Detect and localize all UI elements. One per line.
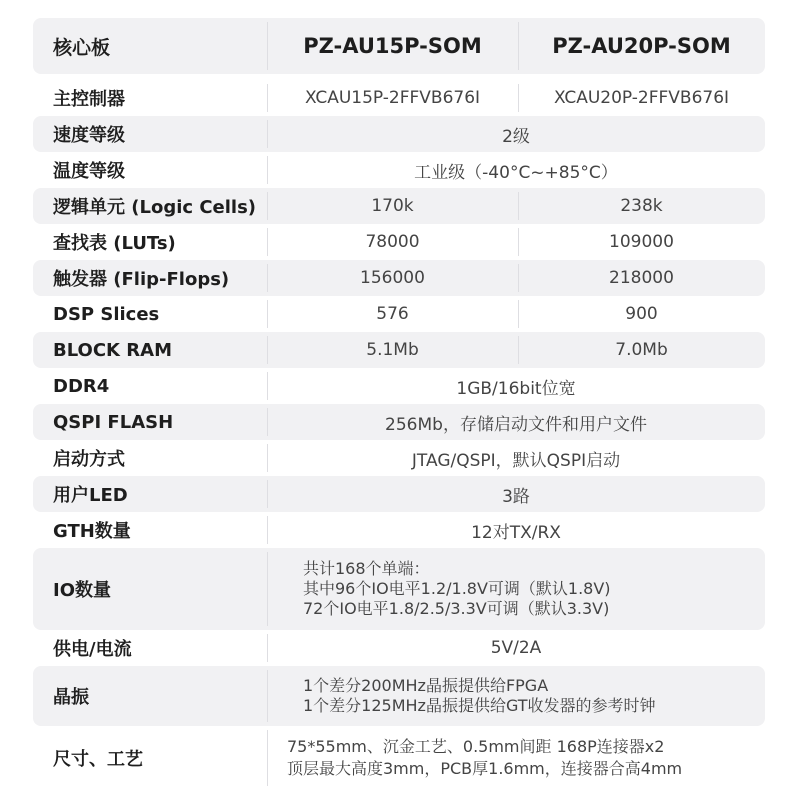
row-label: QSPI FLASH xyxy=(53,411,174,433)
table-row xyxy=(33,666,765,726)
row-value-au15p: 170k xyxy=(371,196,414,216)
row-label: 尺寸、工艺 xyxy=(53,749,143,770)
row-value-au15p: 78000 xyxy=(365,232,420,252)
row-label: DDR4 xyxy=(53,375,110,397)
row-value-au15p: 5.1Mb xyxy=(366,340,419,360)
table-row xyxy=(33,476,765,512)
table-row xyxy=(33,332,765,368)
row-value-au20p: 218000 xyxy=(609,268,674,288)
row-label: DSP Slices xyxy=(53,303,160,325)
row-label: 速度等级 xyxy=(53,125,125,146)
table-row xyxy=(33,152,765,188)
spec-table xyxy=(33,18,765,790)
row-value-au20p: 238k xyxy=(620,196,663,216)
row-value-au15p: 576 xyxy=(376,304,409,324)
table-row xyxy=(33,368,765,404)
table-row xyxy=(33,726,765,790)
row-label: 用户LED xyxy=(53,485,128,506)
row-value-multiline xyxy=(267,548,765,630)
table-row xyxy=(33,512,765,548)
row-value: 3路 xyxy=(502,486,530,507)
row-label: BLOCK RAM xyxy=(53,339,172,361)
table-header-row xyxy=(33,18,765,74)
header-col-au15p: PZ-AU15P-SOM xyxy=(303,34,482,58)
value-line: 1个差分125MHz晶振提供给GT收发器的参考时钟 xyxy=(303,696,656,715)
table-row xyxy=(33,260,765,296)
row-value: 256Mb，存储启动文件和用户文件 xyxy=(385,414,647,435)
header-label: 核心板 xyxy=(53,36,111,59)
row-value: 5V/2A xyxy=(490,638,542,658)
table-row xyxy=(33,630,765,666)
table-row xyxy=(33,116,765,152)
value-line: 共计168个单端： xyxy=(303,559,430,578)
table-row xyxy=(33,440,765,476)
row-value-au20p: XCAU20P-2FFVB676I xyxy=(553,88,730,108)
table-row xyxy=(33,296,765,332)
row-value-au20p: 7.0Mb xyxy=(615,340,668,360)
row-value-au20p: 900 xyxy=(625,304,658,324)
row-value: 2级 xyxy=(502,126,530,147)
row-value-au15p: XCAU15P-2FFVB676I xyxy=(304,88,481,108)
row-value-au20p: 109000 xyxy=(609,232,674,252)
row-value: 1GB/16bit位宽 xyxy=(456,378,576,399)
header-col-au20p: PZ-AU20P-SOM xyxy=(552,34,731,58)
table-row xyxy=(33,80,765,116)
row-value: 12对TX/RX xyxy=(471,522,561,543)
row-label: GTH数量 xyxy=(53,521,131,542)
row-label: 查找表 (LUTs) xyxy=(53,233,176,254)
row-value-multiline xyxy=(267,726,765,790)
row-label: 触发器 (Flip-Flops) xyxy=(53,269,230,290)
value-line: 75*55mm、沉金工艺、0.5mm间距 168P连接器x2 xyxy=(287,737,665,756)
value-line: 其中96个IO电平1.2/1.8V可调（默认1.8V) xyxy=(303,579,611,598)
row-label: 逻辑单元 (Logic Cells) xyxy=(53,197,257,218)
row-value-au15p: 156000 xyxy=(360,268,425,288)
row-label: 温度等级 xyxy=(53,161,125,182)
row-label: IO数量 xyxy=(53,580,111,601)
row-value: JTAG/QSPI，默认QSPI启动 xyxy=(411,450,621,471)
row-value-multiline xyxy=(267,666,765,726)
row-label: 晶振 xyxy=(53,687,89,708)
table-row xyxy=(33,404,765,440)
row-label: 启动方式 xyxy=(53,449,125,470)
value-line: 顶层最大高度3mm，PCB厚1.6mm，连接器合高4mm xyxy=(287,759,683,778)
table-row xyxy=(33,548,765,630)
row-value: 工业级（-40°C~+85°C） xyxy=(414,162,618,183)
table-row xyxy=(33,188,765,224)
value-line: 1个差分200MHz晶振提供给FPGA xyxy=(303,676,549,695)
row-label: 主控制器 xyxy=(53,89,125,110)
row-label: 供电/电流 xyxy=(53,639,132,660)
table-row xyxy=(33,224,765,260)
value-line: 72个IO电平1.8/2.5/3.3V可调（默认3.3V) xyxy=(303,599,610,618)
